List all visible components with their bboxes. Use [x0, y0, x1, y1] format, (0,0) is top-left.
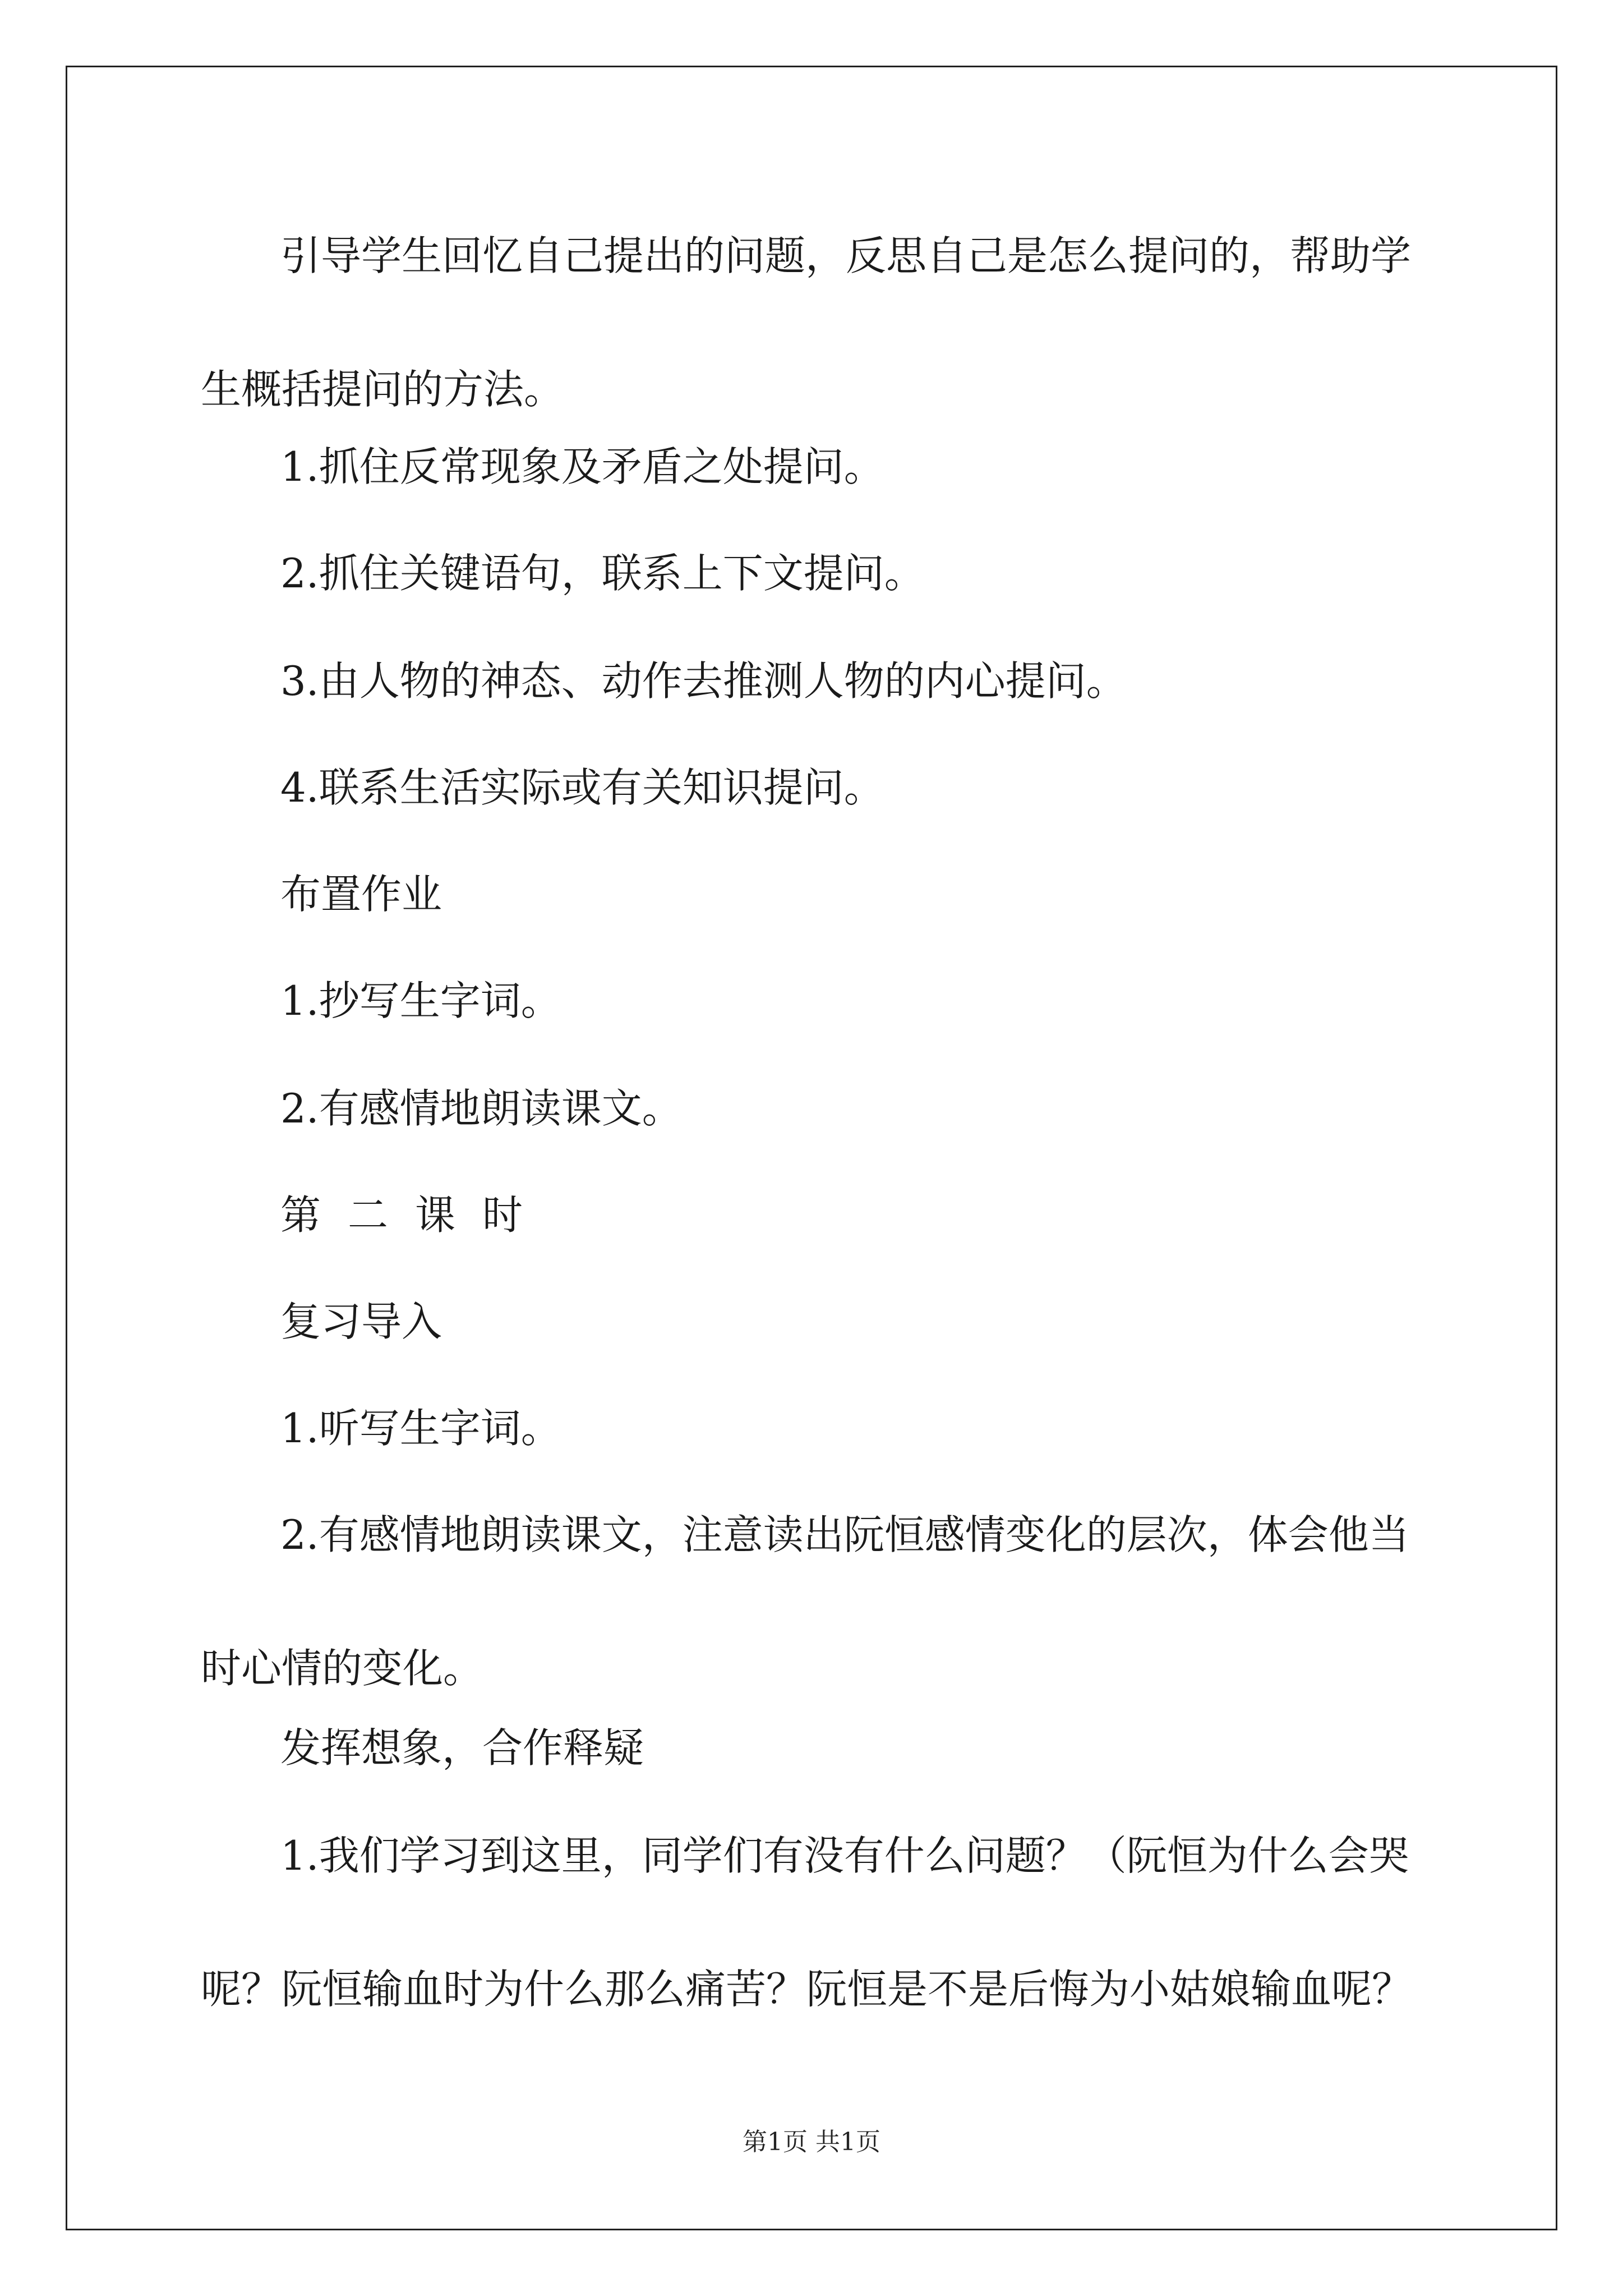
- section-heading: 布置作业: [280, 871, 442, 918]
- list-item: [201, 1832, 1531, 2013]
- paragraph-line: 生概括提问的方法。: [201, 366, 565, 413]
- list-item: 1.抄写生字词。: [280, 977, 561, 1024]
- list-item: 4.联系生活实际或有关知识提问。: [280, 764, 884, 811]
- paragraph-line: 2.有感情地朗读课文，注意读出阮恒感情变化的层次，体会他当: [280, 1511, 1409, 1558]
- paragraph-line: 1.我们学习到这里，同学们有没有什么问题？（阮恒为什么会哭: [280, 1832, 1409, 1879]
- list-item: 2.有感情地朗读课文。: [280, 1085, 683, 1132]
- page-footer: 第1页 共1页: [743, 2128, 880, 2156]
- paragraph-line: 呢？阮恒输血时为什么那么痛苦？阮恒是不是后悔为小姑娘输血呢？: [201, 1966, 1413, 2013]
- paragraph-line: 时心情的变化。: [201, 1645, 484, 1692]
- list-item: 1.听写生字词。: [280, 1405, 561, 1452]
- paragraph-reflection: [201, 232, 1531, 413]
- list-item: [201, 1511, 1531, 1692]
- section-heading: 复习导入: [280, 1298, 442, 1345]
- list-item: 1.抓住反常现象及矛盾之处提问。: [280, 443, 884, 490]
- section-heading: 发挥想象，合作释疑: [280, 1724, 644, 1772]
- list-item: 3.由人物的神态、动作去推测人物的内心提问。: [280, 657, 1127, 705]
- lesson-title: 第二课时: [280, 1191, 550, 1239]
- paragraph-line: 引导学生回忆自己提出的问题，反思自己是怎么提问的，帮助学: [280, 232, 1412, 279]
- list-item: 2.抓住关键语句，联系上下文提问。: [280, 550, 925, 597]
